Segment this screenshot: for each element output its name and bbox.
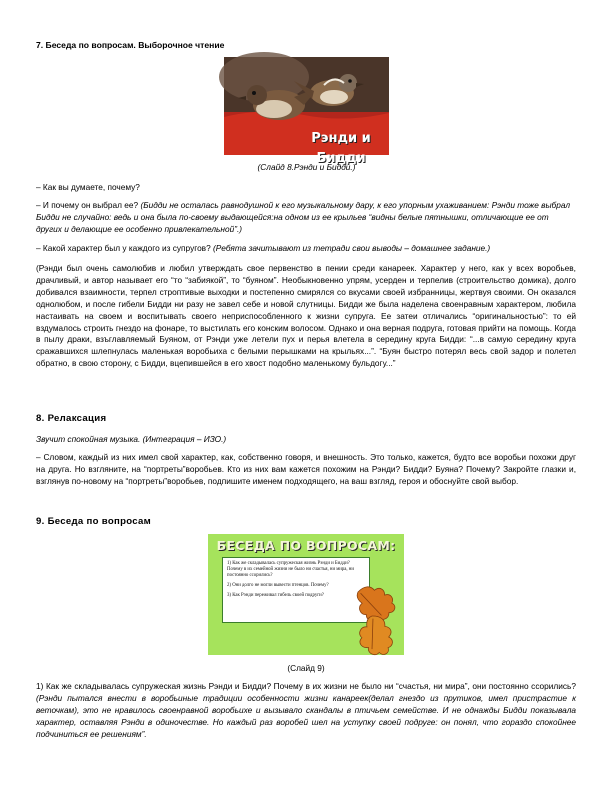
section-8-heading: 8. Релаксация bbox=[36, 413, 107, 424]
question-why-chose-her-text: – И почему он выбрал ее? bbox=[36, 200, 141, 210]
slide-8-title: Рэнди и Бидди bbox=[311, 131, 371, 166]
slide-9-image bbox=[208, 534, 404, 655]
slide-9-question: 1) Как же складывалась супружеская жизнь Рэнди и Бидди? Почему в их семейной жизни не было ни счастья, ни мира, ни постоянно ссорились? bbox=[227, 561, 354, 578]
question-why-chose-her-answer: (Бидди не осталась равнодушной к его музыкальному дару, к его упорным ухаживанием: Рэнди тоже выбрал Бидди не случайно: ведь и она была по-своему выдающейся:на одном из ее крыльев “видны белые пятнышки, отличающие ее от других и делающие ее особенно привлекательной”.) bbox=[36, 200, 571, 234]
characters-paragraph: (Рэнди был очень самолюбив и любил утверждать свое первенство в пении среди канареек. Характер у него, как у всех воробьев, драчливый, и автор называет его “то “забиякой”, то “буяном”. Необыкновенно упрям, усерден и терпелив (строительство домика), долго добивался взаимности, терпел строптивые выходки и постепенно смирялся со вкусами своей избранницы, жертвуя своими. Он оказался однолюбом, и после гибели Бидди ни разу не завел себе и новой слутницы. Бидди же была наделена своенравным характером, любила настаивать на своем и воспитывать своего неприспособленного к жизни супруга. Ее затеи отличались “оригинальностью”: то ей вздумалось строить гнездо на фонаре, то выстилать его конским волосом. Однако и она верная подруга, готовая прийти на помощь. Когда в пылу драки, взъглавляемый Буяном, от Рэнди уже летели пух и перья влетела в середину круга Бидди: “...в самую середину круга сражавшихся шлепнулась маленькая воробьиха с белыми перышками на крыльях...”. “Буян быстро потерял весь свой задор и полетел обратно, в свою сторону, с Бидди, вцепившейся в его хвост подобно маленькому бульдогу...” bbox=[36, 263, 576, 369]
question-family-life-text: 1) Как же складывалась супружеская жизнь Рэнди и Бидди? Почему в их жизни не было ни “счастья, ни мира”, они постоянно ссорились? bbox=[36, 681, 576, 691]
section-9-heading: 9. Беседа по вопросам bbox=[36, 516, 152, 527]
portraits-paragraph: – Словом, каждый из них имел свой характер, как, собственно говоря, и внешность. Это только, кажется, будто все воробьи похожи друг на друга. Но взгляните, на “портреты”воробьев. Кто из них вам кажется похожим на Рэнди? Бидди? Буяна? Почему? Закройте глазки и, взглянув по-новому на “портреты”воробьев, подпишите именем подходящего, на ваш взгляд, героя и обоснуйте свой выбор. bbox=[36, 452, 576, 486]
question-family-life-answer: (Рэнди пытался внести в воробьиные традиции особенности жизни канареек(делал гнездо из прутиков, имел пристрастие к веточкам), это не нравилось своенравной воробьихе и вызывало скандалы в птичьем семействе. И не однажды Бидди показывала характер, оставляя Рэнди в одиночестве. Но каждый раз воробей шел на уступку своей подруге: он понял, что гораздо спокойнее подчиниться ее решениям”. bbox=[36, 692, 576, 739]
music-line: Звучит спокойная музыка. (Интеграция – ИЗО.) bbox=[36, 434, 227, 444]
slide-8-image bbox=[224, 57, 389, 166]
question-why: – Как вы думаете, почему? bbox=[36, 182, 140, 192]
slide-9-question: 2) Они долго не могли вывести птенцов. Почему? bbox=[227, 583, 329, 588]
slide-9-caption: (Слайд 9) bbox=[287, 663, 325, 673]
question-character bbox=[36, 243, 576, 255]
question-why-chose-her bbox=[36, 200, 576, 236]
section-7-heading: 7. Беседа по вопросам. Выборочное чтение bbox=[36, 40, 225, 50]
question-family-life bbox=[36, 681, 576, 741]
question-character-text: – Какой характер был у каждого из супругов? bbox=[36, 243, 214, 253]
question-character-answer: (Ребята зачитывают из тетради свои выводы – домашнее задание.) bbox=[213, 243, 491, 253]
oak-leaves-icon bbox=[208, 534, 404, 655]
slide-8-caption: (Слайд 8.Рэнди и Бидди.) bbox=[257, 162, 356, 172]
slide-9-question: 3) Как Рэнди переживал гибель своей подруги? bbox=[227, 593, 324, 598]
slide-9-title: БЕСЕДА ПО ВОПРОСАМ: bbox=[216, 538, 396, 553]
